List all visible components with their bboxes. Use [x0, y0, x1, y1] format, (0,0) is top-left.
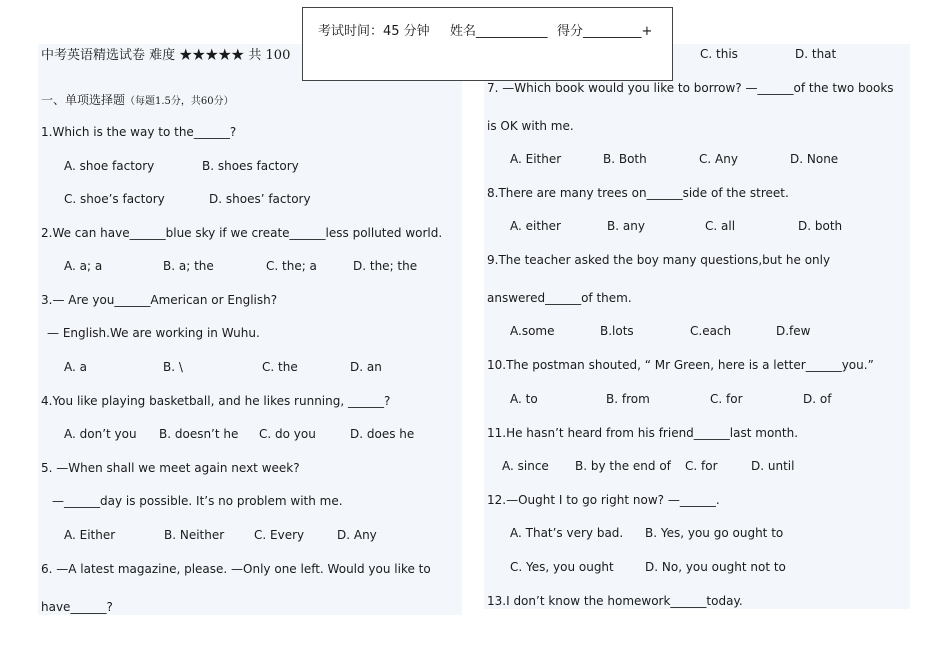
question-text: — English.We are working in Wuhu.: [47, 326, 260, 340]
option-text: C. for: [710, 392, 743, 406]
option-text: A. Either: [510, 152, 562, 166]
option-text: B. by the end of: [575, 459, 671, 473]
option-text: D. No, you ought not to: [645, 560, 786, 574]
option-text: B. a; the: [163, 259, 214, 273]
option-text: D. that: [795, 47, 837, 61]
section-heading: [41, 92, 234, 110]
score-field-label: 得分_________+: [557, 24, 653, 39]
option-text: B. shoes factory: [202, 159, 299, 173]
option-text: D. both: [798, 219, 843, 233]
option-text: A. either: [510, 219, 561, 233]
option-text: D. shoes’ factory: [209, 192, 311, 206]
question-text: answered______of them.: [487, 291, 632, 305]
question-text: 5. —When shall we meet again next week?: [41, 461, 300, 475]
option-text: A. don’t you: [64, 427, 137, 441]
option-text: D. None: [790, 152, 839, 166]
option-text: C. Yes, you ought: [510, 560, 614, 574]
paper-title: 中考英语精选试卷 难度 ★★★★★ 共 100: [41, 48, 291, 63]
option-text: A. shoe factory: [64, 159, 155, 173]
option-text: A. a; a: [64, 259, 103, 273]
option-text: C. the: [262, 360, 298, 374]
option-text: B. Both: [603, 152, 647, 166]
question-text: have______?: [41, 600, 113, 614]
question-text: 4.You like playing basketball, and he likes running, ______?: [41, 394, 391, 408]
option-text: A. a: [64, 360, 87, 374]
exam-header-box: [302, 7, 673, 81]
option-text: C. for: [685, 459, 718, 473]
option-text: C. do you: [259, 427, 316, 441]
name-field-label: 姓名___________: [450, 24, 548, 39]
exam-time: 考试时间：45 分钟: [318, 24, 430, 39]
option-text: A. Either: [64, 528, 116, 542]
option-text: C. Any: [699, 152, 738, 166]
question-text: is OK with me.: [487, 119, 574, 133]
question-text: 11.He hasn’t heard from his friend______last month.: [487, 426, 799, 440]
option-text: D. Any: [337, 528, 377, 542]
option-text: A. to: [510, 392, 538, 406]
option-text: D.few: [776, 324, 811, 338]
question-text: 10.The postman shouted, “ Mr Green, here is a letter______you.”: [487, 358, 874, 372]
option-text: C. shoe’s factory: [64, 192, 165, 206]
question-text: —______day is possible. It’s no problem with me.: [52, 494, 343, 508]
option-text: D. until: [751, 459, 795, 473]
option-text: D. an: [350, 360, 382, 374]
question-text: 7. —Which book would you like to borrow? —______of the two books: [487, 81, 894, 95]
option-text: A. since: [502, 459, 549, 473]
question-text: 8.There are many trees on______side of the street.: [487, 186, 789, 200]
section-title: 一、单项选择题: [41, 93, 126, 107]
option-text: D. the; the: [353, 259, 418, 273]
option-text: B. Yes, you go ought to: [645, 526, 784, 540]
option-text: A. That’s very bad.: [510, 526, 624, 540]
option-text: C. this: [700, 47, 738, 61]
section-note: （每题1.5分，共60分）: [125, 96, 234, 107]
option-text: C. Every: [254, 528, 305, 542]
option-text: B. Neither: [164, 528, 225, 542]
option-text: C. the; a: [266, 259, 317, 273]
question-text: 13.I don’t know the homework______today.: [487, 594, 743, 608]
question-text: 6. —A latest magazine, please. —Only one left. Would you like to: [41, 562, 431, 576]
option-text: A.some: [510, 324, 555, 338]
question-text: 2.We can have______blue sky if we create______less polluted world.: [41, 226, 443, 240]
question-text: 1.Which is the way to the______?: [41, 125, 237, 139]
question-text: 12.—Ought I to go right now? —______.: [487, 493, 720, 507]
question-text: 9.The teacher asked the boy many questions,but he only: [487, 253, 831, 267]
option-text: D. of: [803, 392, 832, 406]
option-text: B. doesn’t he: [159, 427, 239, 441]
option-text: D. does he: [350, 427, 415, 441]
option-text: B. from: [606, 392, 650, 406]
option-text: C.each: [690, 324, 732, 338]
option-text: B. \: [163, 360, 183, 374]
option-text: C. all: [705, 219, 736, 233]
option-text: B.lots: [600, 324, 634, 338]
question-text: 3.— Are you______American or English?: [41, 293, 278, 307]
option-text: B. any: [607, 219, 645, 233]
